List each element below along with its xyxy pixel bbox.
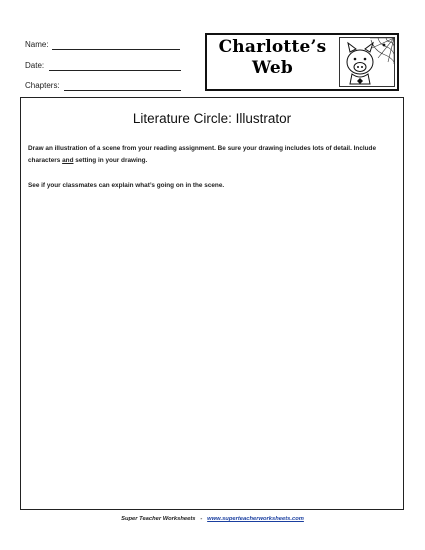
illustration-box[interactable] — [20, 97, 404, 510]
name-label: Name: — [25, 40, 49, 49]
chapters-line[interactable] — [64, 90, 181, 91]
name-field[interactable] — [25, 40, 49, 49]
footer-separator: - — [200, 516, 203, 522]
pig-with-spider-web-icon — [339, 37, 395, 87]
book-title-line-2: Web — [251, 58, 293, 78]
instruction-1-part-1: Draw an illustration of a scene from your reading assignment. Be sure your drawing includes lots of detail. Include characters — [28, 145, 377, 164]
name-line[interactable] — [52, 49, 180, 50]
date-line[interactable] — [49, 70, 181, 71]
instruction-paragraph-2: See if your classmates can explain what’s going on in the scene. — [28, 182, 225, 189]
instruction-1-emphasis: and — [62, 157, 74, 164]
chapters-field[interactable] — [25, 81, 60, 90]
date-field[interactable] — [25, 61, 44, 70]
date-label: Date: — [25, 61, 45, 70]
footer-brand: Super Teacher Worksheets — [121, 516, 196, 522]
footer-link[interactable]: www.superteacherworksheets.com — [207, 516, 304, 522]
instruction-paragraph-1 — [28, 143, 398, 167]
footer — [0, 516, 425, 522]
instruction-1-part-2: setting in your drawing. — [73, 157, 148, 164]
worksheet-title: Literature Circle: Illustrator — [132, 111, 292, 126]
book-title-line-1: Charlotte’s — [218, 37, 327, 57]
chapters-label: Chapters: — [25, 81, 60, 90]
book-title — [209, 37, 336, 79]
book-title-box — [205, 33, 399, 91]
